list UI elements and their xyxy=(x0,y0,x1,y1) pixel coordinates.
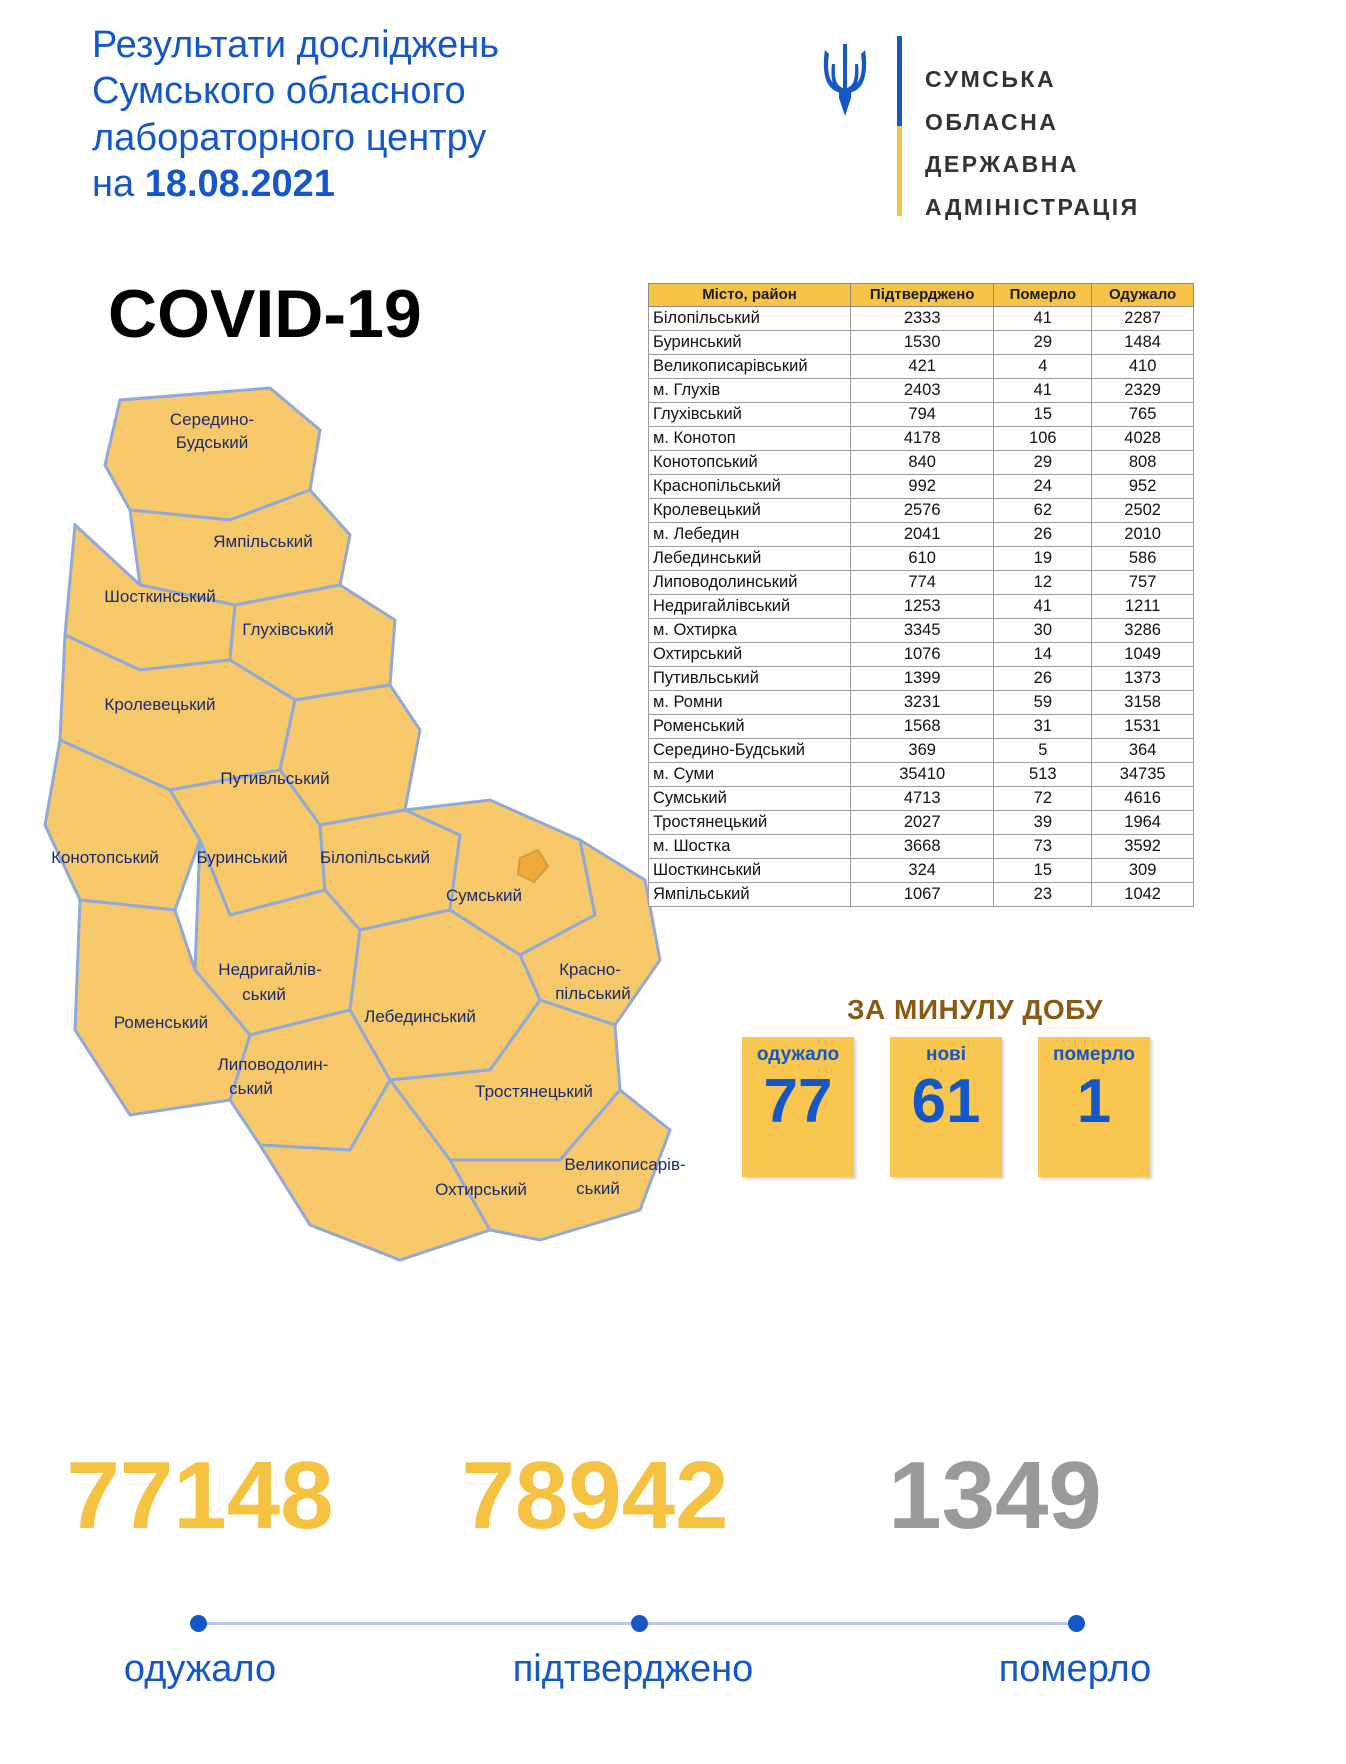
map-label: Великописарів- xyxy=(564,1155,686,1174)
cell-recovered: 1049 xyxy=(1092,642,1194,666)
cell-recovered: 757 xyxy=(1092,570,1194,594)
table-row xyxy=(649,882,1194,906)
cell-died: 73 xyxy=(994,834,1092,858)
timeline-dot-confirmed xyxy=(631,1615,648,1632)
map-label: ський xyxy=(229,1079,273,1098)
table-row xyxy=(649,450,1194,474)
cell-recovered: 952 xyxy=(1092,474,1194,498)
cell-recovered: 2502 xyxy=(1092,498,1194,522)
cell-confirmed: 774 xyxy=(851,570,994,594)
cell-district: м. Глухів xyxy=(649,378,851,402)
map-label: Будський xyxy=(175,433,249,452)
cell-recovered: 309 xyxy=(1092,858,1194,882)
cell-recovered: 1211 xyxy=(1092,594,1194,618)
totals-row xyxy=(0,1442,1346,1578)
daily-box-label: померло xyxy=(1052,1044,1135,1065)
cell-district: Шосткинський xyxy=(649,858,851,882)
cell-died: 12 xyxy=(994,570,1092,594)
cell-died: 23 xyxy=(994,882,1092,906)
table-row xyxy=(649,858,1194,882)
cell-died: 31 xyxy=(994,714,1092,738)
last-24h-title: ЗА МИНУЛУ ДОБУ xyxy=(847,994,1103,1025)
cell-recovered: 3286 xyxy=(1092,618,1194,642)
map-label: Красно- xyxy=(559,960,621,979)
brand-divider xyxy=(897,36,902,216)
cell-died: 24 xyxy=(994,474,1092,498)
daily-box-одужало xyxy=(742,1037,854,1177)
cell-confirmed: 1253 xyxy=(851,594,994,618)
cell-district: Великописарівський xyxy=(649,354,851,378)
cell-died: 41 xyxy=(994,378,1092,402)
cell-died: 15 xyxy=(994,402,1092,426)
total-died-value: 1349 xyxy=(888,1442,1102,1549)
totals-timeline xyxy=(0,1605,1346,1645)
total-confirmed-value: 78942 xyxy=(461,1442,729,1549)
cell-district: Сумський xyxy=(649,786,851,810)
cell-died: 30 xyxy=(994,618,1092,642)
cell-confirmed: 369 xyxy=(851,738,994,762)
cell-died: 26 xyxy=(994,666,1092,690)
table-row xyxy=(649,618,1194,642)
map-label: Конотопський xyxy=(51,848,159,867)
cell-recovered: 1042 xyxy=(1092,882,1194,906)
cell-died: 19 xyxy=(994,546,1092,570)
district-stats-table xyxy=(648,283,1194,907)
oda-line-1: СУМСЬКА xyxy=(925,66,1057,92)
map-label: Глухівський xyxy=(242,620,334,639)
map-label: Білопільський xyxy=(319,848,431,867)
cell-district: Білопільський xyxy=(649,306,851,330)
cell-district: Буринський xyxy=(649,330,851,354)
cell-died: 4 xyxy=(994,354,1092,378)
table-row xyxy=(649,762,1194,786)
column-header-died: Померло xyxy=(994,284,1092,307)
map-label: Охтирський xyxy=(435,1180,527,1199)
daily-box-value: 61 xyxy=(911,1067,981,1136)
cell-died: 26 xyxy=(994,522,1092,546)
oda-text xyxy=(925,58,1140,228)
cell-recovered: 2329 xyxy=(1092,378,1194,402)
cell-district: Ямпільський xyxy=(649,882,851,906)
cell-confirmed: 1067 xyxy=(851,882,994,906)
cell-confirmed: 2027 xyxy=(851,810,994,834)
cell-died: 72 xyxy=(994,786,1092,810)
cell-died: 106 xyxy=(994,426,1092,450)
timeline-dot-recovered xyxy=(190,1615,207,1632)
cell-district: Кролевецький xyxy=(649,498,851,522)
cell-district: Глухівський xyxy=(649,402,851,426)
cell-recovered: 410 xyxy=(1092,354,1194,378)
cell-confirmed: 1076 xyxy=(851,642,994,666)
cell-district: Роменський xyxy=(649,714,851,738)
cell-died: 29 xyxy=(994,450,1092,474)
cell-district: Краснопільський xyxy=(649,474,851,498)
cell-district: Липоводолинський xyxy=(649,570,851,594)
column-header-district: Місто, район xyxy=(649,284,851,307)
cell-recovered: 364 xyxy=(1092,738,1194,762)
table-row xyxy=(649,666,1194,690)
daily-box-value: 77 xyxy=(763,1067,833,1136)
table-row xyxy=(649,402,1194,426)
cell-confirmed: 610 xyxy=(851,546,994,570)
daily-box-label: одужало xyxy=(756,1044,840,1065)
cell-district: Тростянецький xyxy=(649,810,851,834)
cell-confirmed: 992 xyxy=(851,474,994,498)
map-label: Путивльський xyxy=(220,769,330,788)
cell-recovered: 586 xyxy=(1092,546,1194,570)
page-title xyxy=(92,22,732,207)
table-row xyxy=(649,474,1194,498)
cell-confirmed: 1530 xyxy=(851,330,994,354)
total-recovered-value: 77148 xyxy=(66,1442,334,1549)
total-died-label: померло xyxy=(998,1648,1152,1690)
cell-confirmed: 2041 xyxy=(851,522,994,546)
table-row xyxy=(649,642,1194,666)
oda-branding xyxy=(815,28,1215,228)
cell-died: 5 xyxy=(994,738,1092,762)
daily-box-label: нові xyxy=(925,1044,967,1065)
cell-district: м. Ромни xyxy=(649,690,851,714)
table-row xyxy=(649,834,1194,858)
table-row xyxy=(649,426,1194,450)
table-row xyxy=(649,354,1194,378)
cell-confirmed: 4178 xyxy=(851,426,994,450)
title-line-3: лабораторного центру xyxy=(92,116,487,159)
map-label: Кролевецький xyxy=(104,695,216,714)
timeline-dot-died xyxy=(1068,1615,1085,1632)
cell-confirmed: 840 xyxy=(851,450,994,474)
cell-district: Недригайлівський xyxy=(649,594,851,618)
cell-recovered: 3158 xyxy=(1092,690,1194,714)
map-label: Недригайлів- xyxy=(218,960,322,979)
map-label: Буринський xyxy=(196,848,288,867)
title-line-4 xyxy=(92,161,732,207)
map-label: пільський xyxy=(555,984,631,1003)
table-row xyxy=(649,306,1194,330)
oda-line-3: ДЕРЖАВНА xyxy=(925,151,1079,178)
table-row xyxy=(649,546,1194,570)
covid-heading: COVID-19 xyxy=(108,276,422,352)
last-24h-boxes xyxy=(742,1037,1162,1177)
map-label: Тростянецький xyxy=(475,1082,593,1101)
cell-confirmed: 1399 xyxy=(851,666,994,690)
cell-confirmed: 421 xyxy=(851,354,994,378)
cell-confirmed: 2576 xyxy=(851,498,994,522)
map-label: Роменський xyxy=(113,1013,209,1032)
cell-died: 41 xyxy=(994,306,1092,330)
daily-box-нові xyxy=(890,1037,1002,1177)
cell-died: 39 xyxy=(994,810,1092,834)
table-header-row xyxy=(649,284,1194,307)
cell-district: Лебединський xyxy=(649,546,851,570)
sumy-oblast-map xyxy=(20,370,710,1280)
cell-district: Охтирський xyxy=(649,642,851,666)
cell-recovered: 2010 xyxy=(1092,522,1194,546)
report-date: 18.08.2021 xyxy=(144,163,335,206)
cell-recovered: 765 xyxy=(1092,402,1194,426)
title-line-1: Результати досліджень xyxy=(92,24,500,66)
map-label: Середино- xyxy=(169,410,255,429)
cell-recovered: 1373 xyxy=(1092,666,1194,690)
column-header-confirmed: Підтверджено xyxy=(851,284,994,307)
cell-confirmed: 2333 xyxy=(851,306,994,330)
title-date-prefix: на xyxy=(92,163,145,206)
table-row xyxy=(649,570,1194,594)
map-label: ський xyxy=(242,985,286,1004)
cell-district: м. Лебедин xyxy=(649,522,851,546)
cell-died: 59 xyxy=(994,690,1092,714)
title-line-2: Сумського обласного xyxy=(92,70,466,113)
cell-died: 513 xyxy=(994,762,1092,786)
map-label: Липоводолин- xyxy=(217,1055,329,1074)
cell-recovered: 34735 xyxy=(1092,762,1194,786)
map-label: Ямпільський xyxy=(213,532,313,551)
table-row xyxy=(649,786,1194,810)
total-confirmed-label: підтверджено xyxy=(512,1648,754,1690)
map-label: ський xyxy=(576,1179,620,1198)
cell-died: 29 xyxy=(994,330,1092,354)
cell-confirmed: 4713 xyxy=(851,786,994,810)
cell-district: Путивльський xyxy=(649,666,851,690)
daily-box-померло xyxy=(1038,1037,1150,1177)
cell-died: 14 xyxy=(994,642,1092,666)
daily-box-value: 1 xyxy=(1076,1067,1112,1136)
cell-recovered: 808 xyxy=(1092,450,1194,474)
table-row xyxy=(649,738,1194,762)
cell-confirmed: 3668 xyxy=(851,834,994,858)
total-recovered-label: одужало xyxy=(123,1648,277,1690)
map-label: Сумський xyxy=(445,886,523,905)
column-header-recovered: Одужало xyxy=(1092,284,1194,307)
cell-district: м. Шостка xyxy=(649,834,851,858)
cell-district: м. Суми xyxy=(649,762,851,786)
cell-confirmed: 3345 xyxy=(851,618,994,642)
cell-died: 41 xyxy=(994,594,1092,618)
cell-recovered: 4028 xyxy=(1092,426,1194,450)
cell-recovered: 1484 xyxy=(1092,330,1194,354)
table-row xyxy=(649,810,1194,834)
ukraine-trident-icon xyxy=(815,40,875,120)
table-row xyxy=(649,714,1194,738)
cell-recovered: 1964 xyxy=(1092,810,1194,834)
map-svg xyxy=(20,370,710,1280)
table-row xyxy=(649,594,1194,618)
cell-recovered: 1531 xyxy=(1092,714,1194,738)
cell-recovered: 3592 xyxy=(1092,834,1194,858)
cell-recovered: 4616 xyxy=(1092,786,1194,810)
cell-district: м. Конотоп xyxy=(649,426,851,450)
map-label: Шосткинський xyxy=(104,587,216,606)
cell-recovered: 2287 xyxy=(1092,306,1194,330)
cell-district: Конотопський xyxy=(649,450,851,474)
cell-confirmed: 1568 xyxy=(851,714,994,738)
cell-confirmed: 35410 xyxy=(851,762,994,786)
table-row xyxy=(649,522,1194,546)
table-row xyxy=(649,378,1194,402)
cell-confirmed: 794 xyxy=(851,402,994,426)
cell-confirmed: 2403 xyxy=(851,378,994,402)
cell-died: 15 xyxy=(994,858,1092,882)
oda-line-4: АДМІНІСТРАЦІЯ xyxy=(925,193,1140,220)
table-row xyxy=(649,690,1194,714)
cell-confirmed: 3231 xyxy=(851,690,994,714)
table-row xyxy=(649,498,1194,522)
cell-confirmed: 324 xyxy=(851,858,994,882)
cell-district: м. Охтирка xyxy=(649,618,851,642)
cell-died: 62 xyxy=(994,498,1092,522)
table-row xyxy=(649,330,1194,354)
cell-district: Середино-Будський xyxy=(649,738,851,762)
oda-line-2: ОБЛАСНА xyxy=(925,108,1059,135)
map-label: Лебединський xyxy=(364,1007,476,1026)
